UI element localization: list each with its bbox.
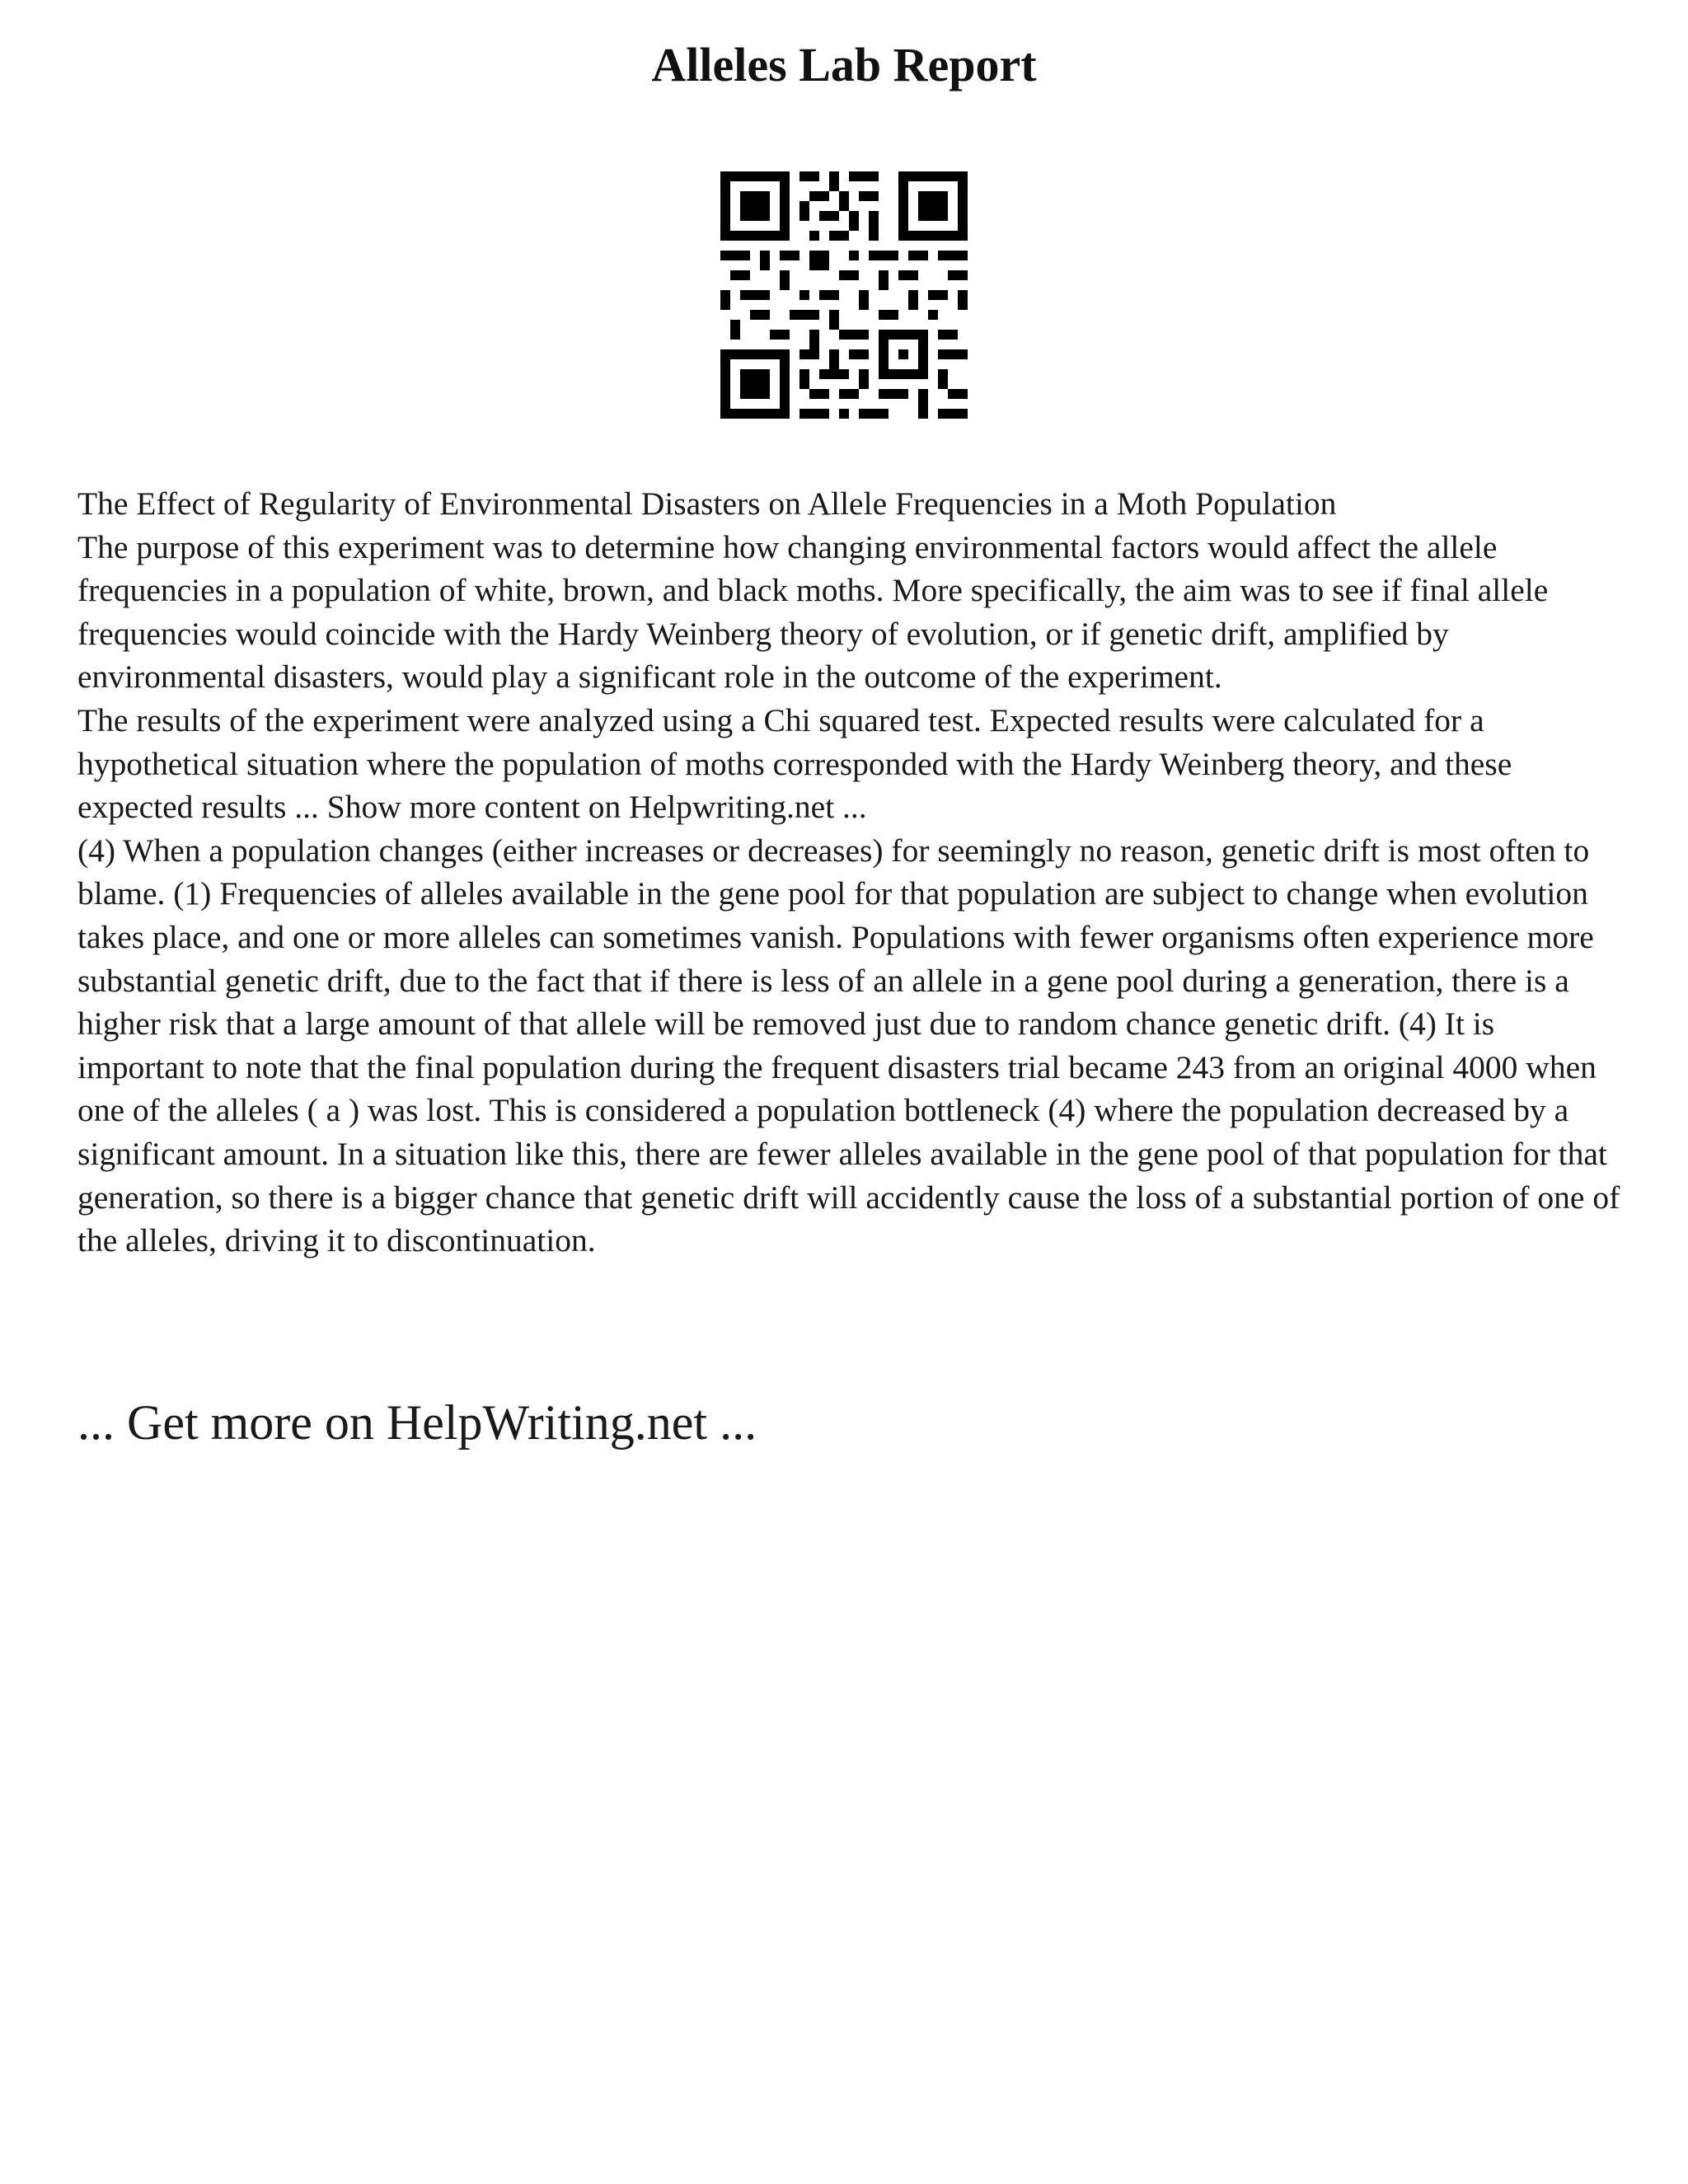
body-paragraph: The purpose of this experiment was to determine how changing environmental factors would affect the allele frequencies in a population of white, brown, and black moths. More specifically, the aim was to see if final allele frequencies would coincide with the Hardy Weinberg theory of evolution, or if genetic drift, amplified by environmental disasters, would play a significant role in the outcome of the experiment. [77,528,1549,696]
page-title: Alleles Lab Report [651,38,1037,91]
article-heading: The Effect of Regularity of Environmental Disasters on Allele Frequencies in a Moth Population [77,485,1337,522]
qr-code-icon [720,171,968,419]
body-paragraph: The results of the experiment were analyzed using a Chi squared test. Expected results were calculated for a hypothetical situation where the population of moths corresponded with the Hardy Weinberg theory, and these expected results ... Show more content on Helpwriting.net ... [77,701,1512,826]
body-paragraph: (4) When a population changes (either increases or decreases) for seemingly no reason, genetic drift is most often to blame. (1) Frequencies of alleles available in the gene pool for that population are subject to change when evolution takes place, and one or more alleles can sometimes vanish. Populations with fewer organisms often experience more substantial genetic drift, due to the fact that if there is less of an allele in a gene pool during a generation, there is a higher risk that a large amount of that allele will be removed just due to random chance genetic drift. (4) It is important to note that the final population during the frequent disasters trial became 243 from an original 4000 when one of the alleles ( a ) was lost. This is considered a population bottleneck (4) where the population decreased by a significant amount. In a situation like this, there are fewer alleles available in the gene pool of that population for that generation, so there is a bigger chance that genetic drift will accidently cause the loss of a substantial portion of one of the alleles, driving it to discontinuation. [77,832,1620,1259]
document-body [77,482,1627,1263]
get-more-link[interactable]: ... Get more on HelpWriting.net ... [77,1395,757,1450]
